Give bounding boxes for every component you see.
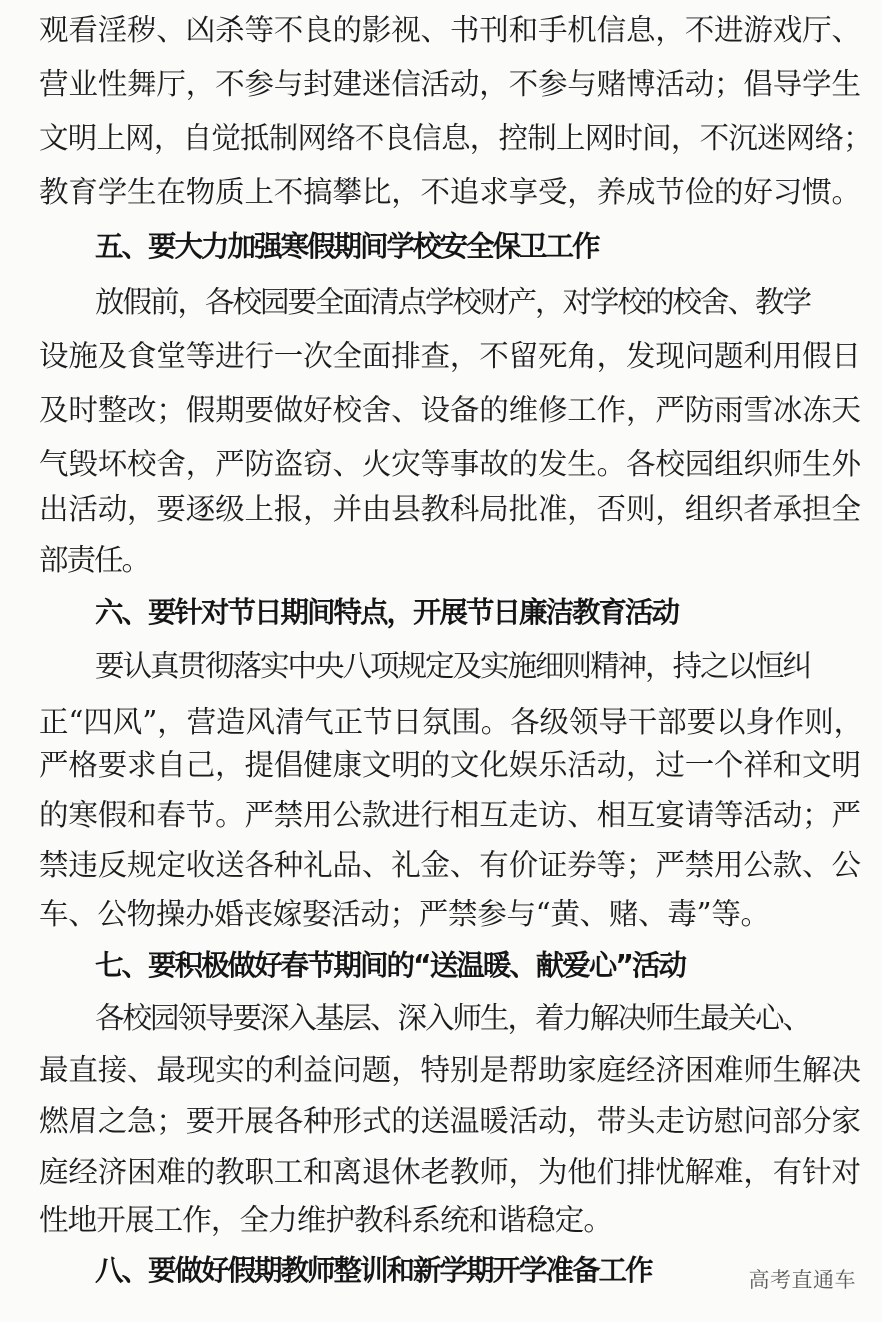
body-text-line: 部责任。 <box>39 543 150 577</box>
paragraph-first-line: 放假前，各校园要全面清点学校财产，对学校的校舍、教学 <box>95 285 811 319</box>
body-text-line: 设施及食堂等进行一次全面排查，不留死角，发现问题利用假日 <box>39 339 861 373</box>
section-heading-8: 八、要做好假期教师整训和新学期开学准备工作 <box>95 1254 652 1287</box>
body-text-line: 及时整改；假期要做好校舍、设备的维修工作，严防雨雪冰冻天 <box>39 393 861 427</box>
body-text-line: 观看淫秽、凶杀等不良的影视、书刊和手机信息，不进游戏厅、 <box>39 13 861 47</box>
body-text-line: 性地开展工作，全力维护教科系统和谐稳定。 <box>39 1203 613 1237</box>
body-text-line: 禁违反规定收送各种礼品、礼金、有价证券等；严禁用公款、公 <box>39 848 861 882</box>
section-heading-7: 七、要积极做好春节期间的“送温暖、献爱心”活动 <box>95 949 685 982</box>
body-text-line: 营业性舞厅，不参与封建迷信活动，不参与赌博活动；倡导学生 <box>39 67 861 101</box>
body-text-line: 教育学生在物质上不搞攀比，不追求享受，养成节俭的好习惯。 <box>39 175 861 209</box>
body-text-line: 的寒假和春节。严禁用公款进行相互走访、相互宴请等活动；严 <box>39 798 861 832</box>
body-text-line: 正“四风”，营造风清气正节日氛围。各级领导干部要以身作则， <box>39 705 864 739</box>
watermark-label: 高考直通车 <box>748 1268 856 1292</box>
body-text-line: 燃眉之急；要开展各种形式的送温暖活动，带头走访慰问部分家 <box>39 1104 861 1138</box>
paragraph-first-line: 各校园领导要深入基层、深入师生，着力解决师生最关心、 <box>95 1001 811 1035</box>
body-text-line: 最直接、最现实的利益问题，特别是帮助家庭经济困难师生解决 <box>39 1053 861 1087</box>
body-text-line: 严格要求自己，提倡健康文明的文化娱乐活动，过一个祥和文明 <box>39 748 861 782</box>
section-heading-5: 五、要大力加强寒假期间学校安全保卫工作 <box>95 230 599 263</box>
section-heading-6: 六、要针对节日期间特点，开展节日廉洁教育活动 <box>95 596 679 629</box>
body-text-line: 文明上网，自觉抵制网络不良信息，控制上网时间，不沉迷网络； <box>39 121 872 155</box>
body-text-line: 庭经济困难的教职工和离退休老教师，为他们排忧解难，有针对 <box>39 1155 861 1189</box>
body-text-line: 车、公物操办婚丧嫁娶活动；严禁参与“黄、赌、毒”等。 <box>39 897 770 931</box>
paragraph-first-line: 要认真贯彻落实中央八项规定及实施细则精神，持之以恒纠 <box>95 649 811 683</box>
body-text-line: 气毁坏校舍，严防盗窃、火灾等事故的发生。各校园组织师生外 <box>39 447 861 481</box>
body-text-line: 出活动，要逐级上报，并由县教科局批准，否则，组织者承担全 <box>39 492 861 526</box>
